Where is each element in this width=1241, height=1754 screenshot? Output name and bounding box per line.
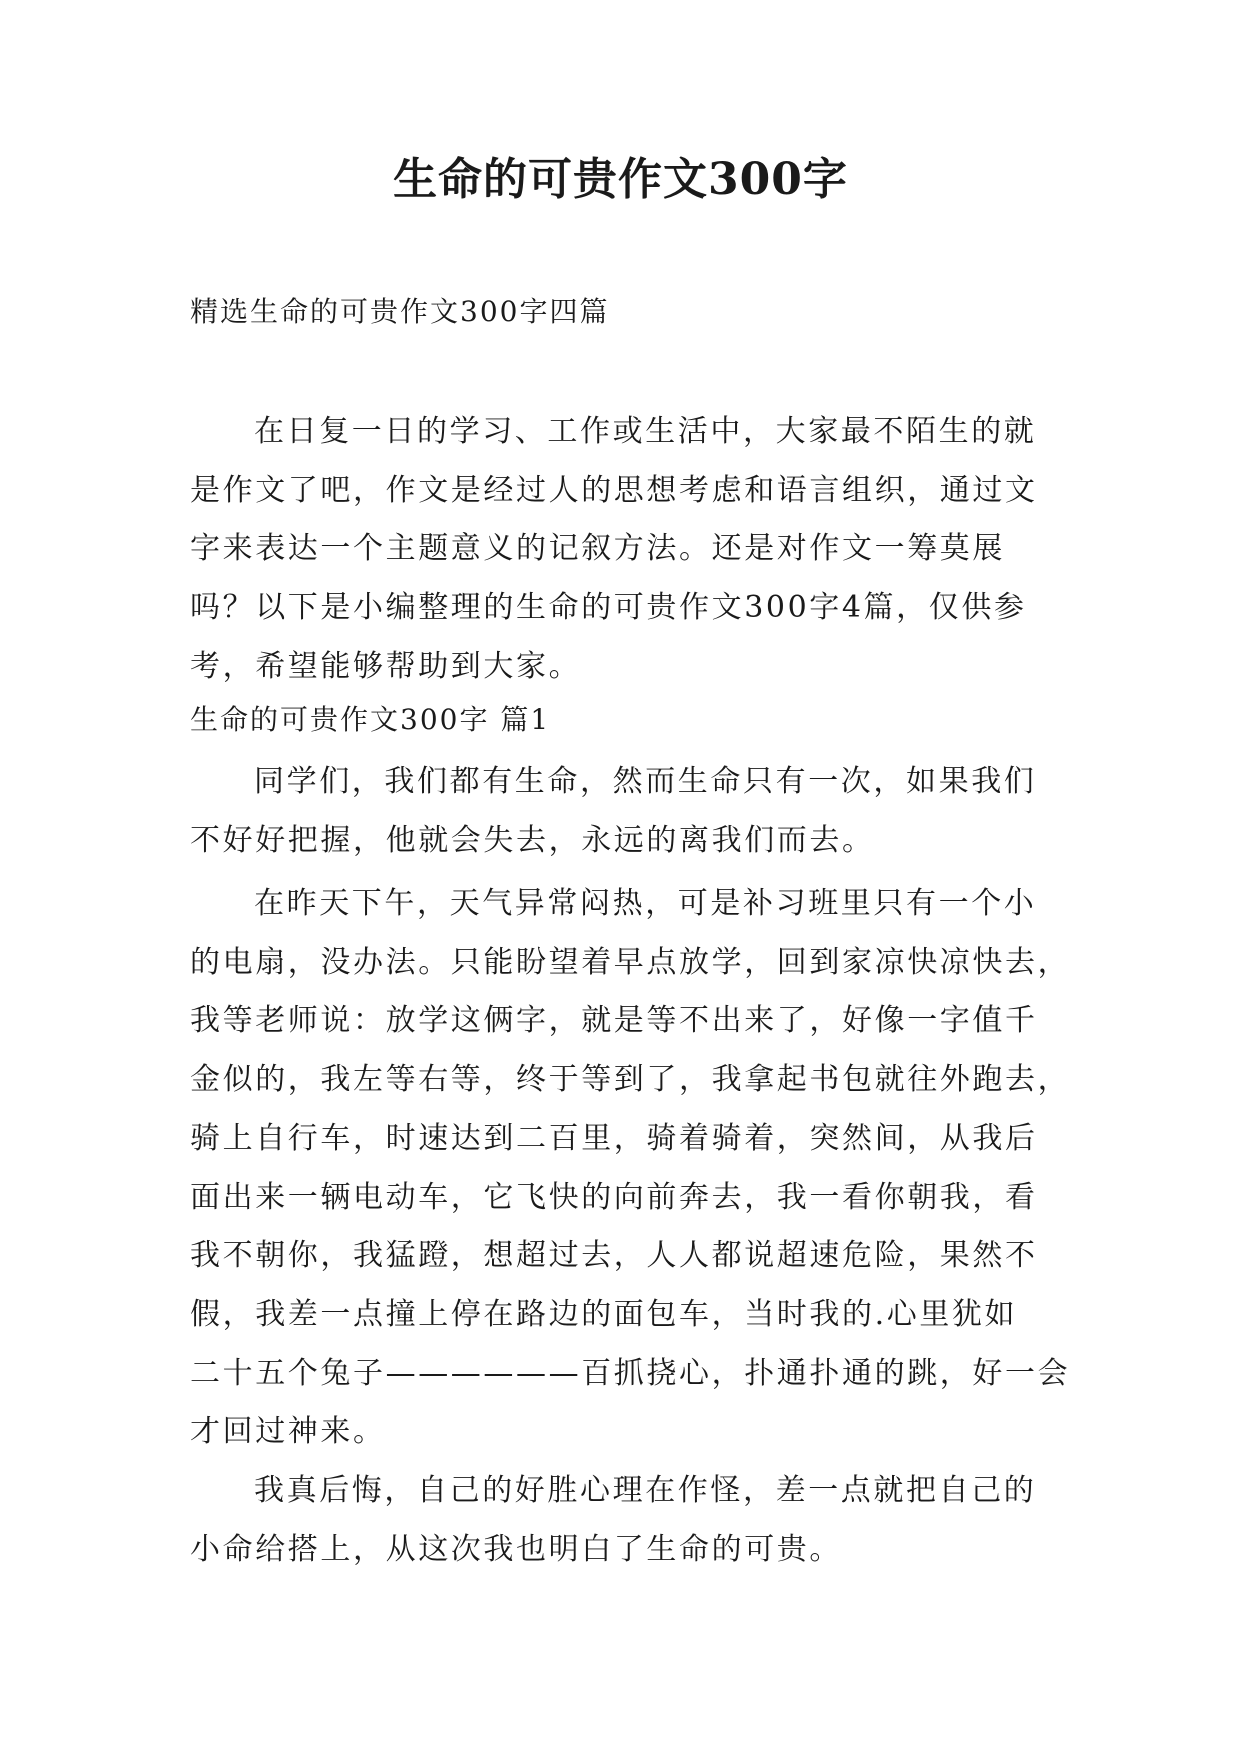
text-line: 我不朝你，我猛蹬，想超过去，人人都说超速危险，果然不 xyxy=(190,1238,1038,1274)
text-line: 面出来一辆电动车，它飞快的向前奔去，我一看你朝我，看 xyxy=(190,1179,1038,1215)
text-line: 考，希望能够帮助到大家。 xyxy=(190,648,582,684)
text-line: 二十五个兔子——————百抓挠心，扑通扑通的跳，好一会 xyxy=(190,1355,1071,1391)
text-line: 在日复一日的学习、工作或生活中，大家最不陌生的就 xyxy=(254,414,1037,449)
page-title: 生命的可贵作文300字 xyxy=(393,154,848,205)
text-line: 假，我差一点撞上停在路边的面包车，当时我的.心里犹如 xyxy=(190,1296,1018,1332)
paragraph-3 xyxy=(190,1462,1052,1579)
section-heading-text: 生命的可贵作文300字 篇1 xyxy=(190,703,551,736)
text-line: 我等老师说：放学这俩字，就是等不出来了，好像一字值千 xyxy=(190,1003,1038,1039)
text-line: 小命给搭上，从这次我也明白了生命的可贵。 xyxy=(190,1531,842,1567)
text-line: 才回过神来。 xyxy=(190,1414,386,1450)
text-line: 同学们，我们都有生命，然而生命只有一次，如果我们 xyxy=(254,764,1037,799)
subtitle: 精选生命的可贵作文300字四篇 xyxy=(190,295,610,328)
text-line: 是作文了吧，作文是经过人的思想考虑和语言组织，通过文 xyxy=(190,472,1038,508)
text-line: 骑上自行车，时速达到二百里，骑着骑着，突然间，从我后 xyxy=(190,1120,1038,1156)
text-line: 吗？以下是小编整理的生命的可贵作文300字4篇，仅供参 xyxy=(190,590,1027,626)
text-line: 字来表达一个主题意义的记叙方法。还是对作文一筹莫展 xyxy=(190,531,1005,567)
paragraph-1 xyxy=(190,753,1052,870)
text-line: 我真后悔，自己的好胜心理在作怪，差一点就把自己的 xyxy=(254,1473,1037,1508)
text-line: 的电扇，没办法。只能盼望着早点放学，回到家凉快凉快去， xyxy=(190,944,1071,980)
paragraph-2 xyxy=(190,875,1071,1462)
text-line: 在昨天下午，天气异常闷热，可是补习班里只有一个小 xyxy=(254,886,1037,921)
section-heading xyxy=(190,700,1052,740)
text-line: 金似的，我左等右等，终于等到了，我拿起书包就往外跑去， xyxy=(190,1062,1071,1098)
text-line: 不好好把握，他就会失去，永远的离我们而去。 xyxy=(190,822,875,858)
intro-paragraph xyxy=(190,403,1052,697)
